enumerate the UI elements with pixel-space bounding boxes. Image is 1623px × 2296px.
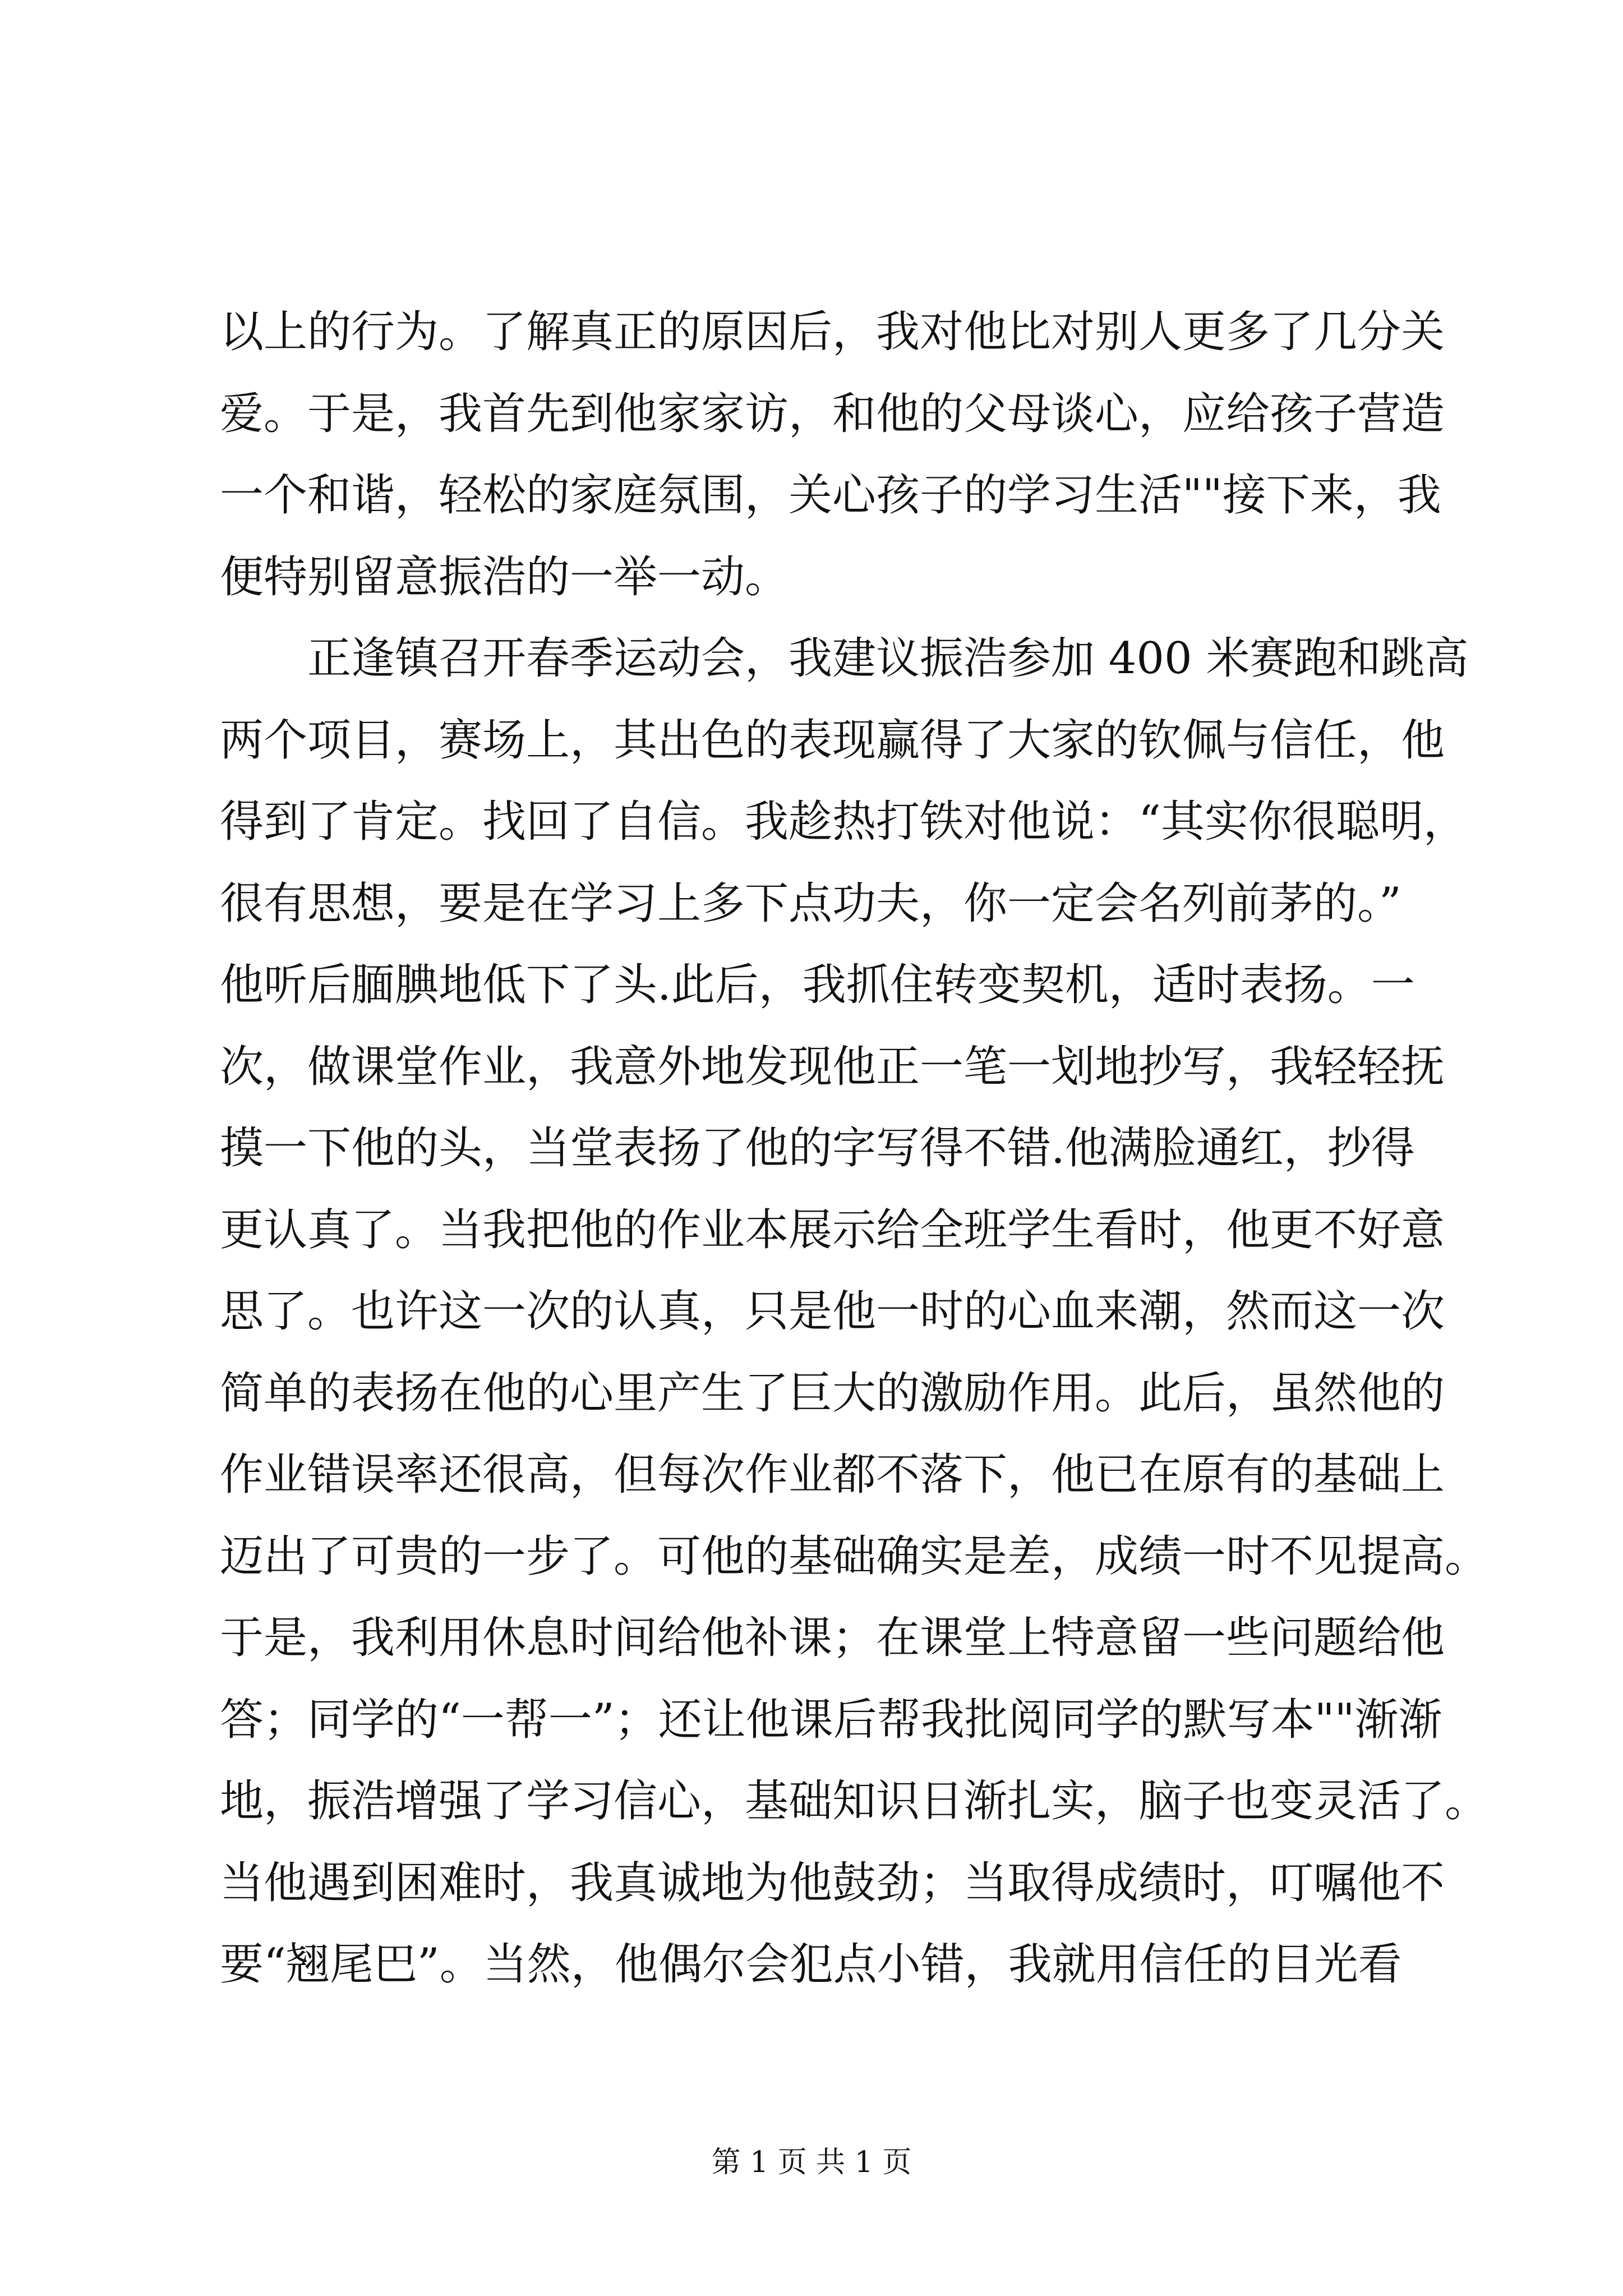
text-line: 答；同学的“一帮一”；还让他课后帮我批阅同学的默写本""渐渐 bbox=[220, 1694, 1442, 1745]
text-line: 简单的表扬在他的心里产生了巨大的激励作用。此后，虽然他的 bbox=[220, 1368, 1445, 1419]
text-line: 以上的行为。了解真正的原因后，我对他比对别人更多了几分关 bbox=[220, 307, 1445, 357]
page-footer: 第 1 页 共 1 页 bbox=[711, 2146, 912, 2179]
text-line: 很有思想，要是在学习上多下点功夫，你一定会名列前茅的。” bbox=[220, 878, 1401, 929]
text-line: 思了。也许这一次的认真，只是他一时的心血来潮，然而这一次 bbox=[220, 1286, 1445, 1337]
text-line: 便特别留意振浩的一举一动。 bbox=[220, 551, 789, 602]
text-line: 当他遇到困难时，我真诚地为他鼓劲；当取得成绩时，叮嘱他不 bbox=[220, 1857, 1445, 1908]
text-line: 于是，我利用休息时间给他补课；在课堂上特意留一些问题给他 bbox=[220, 1613, 1445, 1663]
text-line: 他听后腼腆地低下了头.此后，我抓住转变契机，适时表扬。一 bbox=[220, 960, 1415, 1010]
body-text bbox=[220, 292, 1489, 2006]
paragraph-first-line: 正逢镇召开春季运动会，我建议振浩参加 400 米赛跑和跳高 bbox=[307, 633, 1469, 684]
text-line: 地，振浩增强了学习信心，基础知识日渐扎实，脑子也变灵活了。 bbox=[220, 1776, 1489, 1826]
text-line: 迈出了可贵的一步了。可他的基础确实是差，成绩一时不见提高。 bbox=[220, 1531, 1489, 1582]
text-line: 一个和谐，轻松的家庭氛围，关心孩子的学习生活""接下来，我 bbox=[220, 470, 1441, 521]
text-line: 作业错误率还很高，但每次作业都不落下，他已在原有的基础上 bbox=[220, 1450, 1445, 1500]
text-line: 要“翘尾巴”。当然，他偶尔会犯点小错，我就用信任的目光看 bbox=[220, 1939, 1402, 1990]
text-line: 爱。于是，我首先到他家家访，和他的父母谈心，应给孩子营造 bbox=[220, 388, 1445, 439]
text-line: 得到了肯定。找回了自信。我趁热打铁对他说：“其实你很聪明， bbox=[220, 797, 1467, 847]
text-line: 次，做课堂作业，我意外地发现他正一笔一划地抄写，我轻轻抚 bbox=[220, 1041, 1445, 1092]
text-line: 更认真了。当我把他的作业本展示给全班学生看时，他更不好意 bbox=[220, 1204, 1445, 1255]
text-line: 两个项目，赛场上，其出色的表现赢得了大家的钦佩与信任，他 bbox=[220, 715, 1445, 766]
text-line: 摸一下他的头，当堂表扬了他的字写得不错.他满脸通红，抄得 bbox=[220, 1123, 1415, 1174]
